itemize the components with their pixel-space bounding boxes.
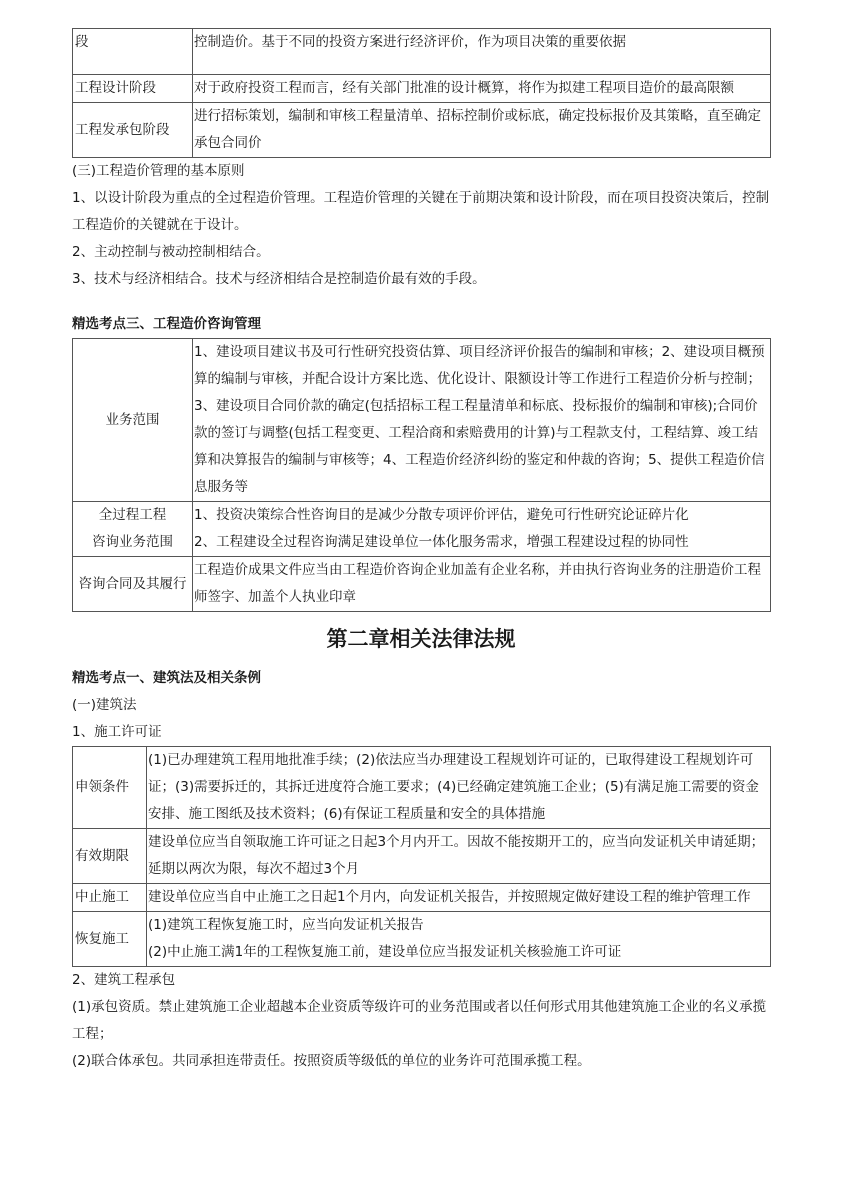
subsection-heading: (一)建筑法	[72, 697, 137, 713]
consulting-label-line: 全过程工程	[98, 507, 167, 523]
subsection-heading: 2、建筑工程承包	[72, 972, 176, 988]
permit-description-line: (1)建筑工程恢复施工时，应当向发证机关报告	[148, 917, 424, 933]
table-row	[73, 103, 771, 158]
stage-label: 段	[73, 29, 193, 75]
permit-description	[147, 912, 771, 967]
permit-description: 建设单位应当自领取施工许可证之日起3个月内开工。因故不能按期开工的，应当向发证机关申请延期；延期以两次为限，每次不超过3个月	[147, 829, 771, 884]
consulting-description: 1、建设项目建议书及可行性研究投资估算、项目经济评价报告的编制和审核；2、建设项目概预算的编制与审核，并配合设计方案比选、优化设计、限额设计等工作进行工程造价分析与控制；3、建设项目合同价款的确定(包括招标工程工程量清单和标底、投标报价的编制和审核);合同价款的签订与调整(包括工程变更、工程洽商和索赔费用的计算)与工程款支付，工程结算、竣工结算和决算报告的编制与审核等；4、工程造价经济纠纷的鉴定和仲裁的咨询；5、提供工程造价信息服务等	[193, 339, 771, 502]
section-heading: 精选考点一、建筑法及相关条例	[72, 670, 261, 686]
principle-item: 1、以设计阶段为重点的全过程造价管理。工程造价管理的关键在于前期决策和设计阶段，而在项目投资决策后，控制工程造价的关键就在于设计。	[72, 190, 770, 233]
stage-label: 工程发承包阶段	[73, 103, 193, 158]
table-row	[73, 747, 771, 829]
principles-heading: (三)工程造价管理的基本原则	[72, 163, 245, 179]
stage-table	[72, 28, 771, 158]
consulting-description	[193, 502, 771, 557]
stage-description: 对于政府投资工程而言，经有关部门批准的设计概算，将作为拟建工程项目造价的最高限额	[193, 75, 771, 103]
consulting-description-line: 1、投资决策综合性咨询目的是减少分散专项评价评估，避免可行性研究论证碎片化	[194, 507, 689, 523]
table-row	[73, 829, 771, 884]
contract-item: (2)联合体承包。共同承担连带责任。按照资质等级低的单位的业务许可范围承揽工程。	[72, 1053, 591, 1069]
permit-table	[72, 746, 771, 967]
table-row	[73, 502, 771, 557]
permit-label: 有效期限	[73, 829, 147, 884]
consulting-label: 咨询合同及其履行	[73, 557, 193, 612]
stage-description: 进行招标策划，编制和审核工程量清单、招标控制价或标底，确定投标报价及其策略，直至确定承包合同价	[193, 103, 771, 158]
permit-label: 中止施工	[73, 884, 147, 912]
consulting-description-line: 2、工程建设全过程咨询满足建设单位一体化服务需求，增强工程建设过程的协同性	[194, 534, 689, 550]
table-row	[73, 75, 771, 103]
permit-label: 申领条件	[73, 747, 147, 829]
consulting-description: 工程造价成果文件应当由工程造价咨询企业加盖有企业名称，并由执行咨询业务的注册造价工程师签字、加盖个人执业印章	[193, 557, 771, 612]
principle-item: 2、主动控制与被动控制相结合。	[72, 244, 270, 260]
table-row	[73, 339, 771, 502]
permit-description-line: (2)中止施工满1年的工程恢复施工前，建设单位应当报发证机关核验施工许可证	[148, 944, 622, 960]
permit-description: (1)已办理建筑工程用地批准手续；(2)依法应当办理建设工程规划许可证的，已取得建设工程规划许可证；(3)需要拆迁的，其拆迁进度符合施工要求；(4)已经确定建筑施工企业；(5)有满足施工需要的资金安排、施工图纸及技术资料；(6)有保证工程质量和安全的具体措施	[147, 747, 771, 829]
table-row	[73, 884, 771, 912]
table-row	[73, 557, 771, 612]
subsection-heading: 1、施工许可证	[72, 724, 162, 740]
permit-description: 建设单位应当自中止施工之日起1个月内，向发证机关报告，并按照规定做好建设工程的维护管理工作	[147, 884, 771, 912]
principle-item: 3、技术与经济相结合。技术与经济相结合是控制造价最有效的手段。	[72, 271, 486, 287]
document-page	[72, 28, 770, 1075]
section-heading: 精选考点三、工程造价咨询管理	[72, 316, 261, 332]
chapter-title: 第二章相关法律法规	[326, 627, 516, 651]
consulting-label-line: 咨询业务范围	[92, 534, 173, 550]
consulting-label: 业务范围	[73, 339, 193, 502]
table-row	[73, 29, 771, 75]
stage-description: 控制造价。基于不同的投资方案进行经济评价，作为项目决策的重要依据	[193, 29, 771, 75]
table-row	[73, 912, 771, 967]
consulting-table	[72, 338, 771, 612]
consulting-label	[73, 502, 193, 557]
contract-item: (1)承包资质。禁止建筑施工企业超越本企业资质等级许可的业务范围或者以任何形式用其他建筑施工企业的名义承揽工程；	[72, 999, 767, 1042]
permit-label: 恢复施工	[73, 912, 147, 967]
stage-label: 工程设计阶段	[73, 75, 193, 103]
